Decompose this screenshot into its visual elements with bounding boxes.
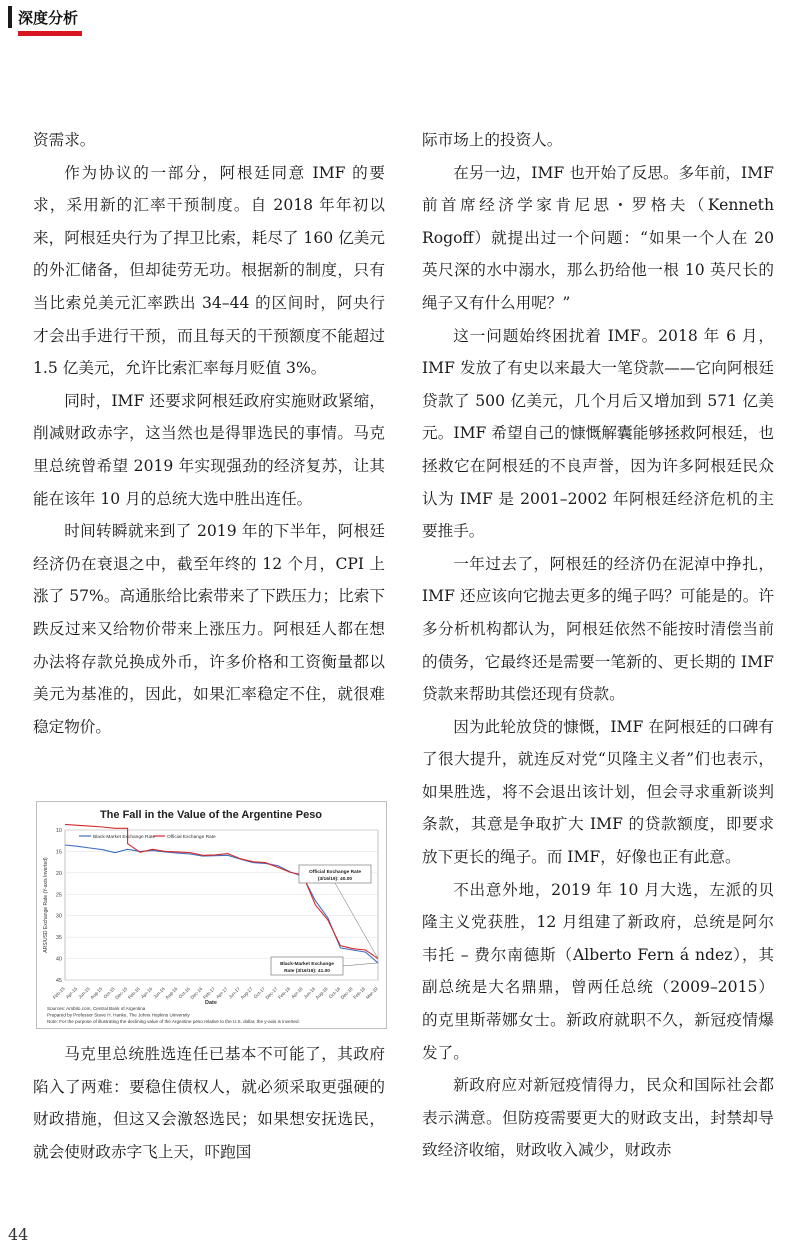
x-tick-label: Oct-16 [177,986,191,1000]
chart-figure [36,801,387,1029]
paragraph: 马克里总统胜选连任已基本不可能了，其政府陷入了两难：要稳住债权人，就必须采取更强硬的财政措施，但这又会激怒选民；如果想安抚选民，就会使财政赤字飞上天，吓跑国 [33,1045,385,1161]
y-tick-label: 45 [55,978,62,984]
x-tick-label: Apr-15 [64,986,79,1000]
x-tick-label: Feb-18 [277,986,292,1001]
paragraph: 因为此轮放贷的慷慨，IMF 在阿根廷的口碑有了很大提升，就连反对党“贝隆主义者”们也表示，如果胜选，将不会退出该计划，但会寻求重新谈判条款，其意是争取扩大 IMF 的贷款额度，即要求放下更长的绳子。而 IMF，好像也正有此意。 [422,717,774,867]
left-column [33,124,385,743]
x-tick-label: Mar-19 [364,986,379,1001]
left-column-after-figure [33,1038,385,1168]
x-tick-label: Dec-15 [114,986,129,1001]
x-tick-label: Oct-18 [327,986,342,1000]
x-tick-label: Dec-17 [264,986,279,1001]
chart-title: The Fall in the Value of the Argentine Peso [99,809,323,821]
paragraph: 时间转瞬就来到了 2019 年的下半年，阿根廷经济仍在衰退之中，截至年终的 12 个月，CPI 上涨了 57%。高通胀给比索带来了下跌压力；比索下跌反过来又给物价带来上涨压力。阿根廷人都在想办法将存款兑换成外币，许多价格和工资衡量都以美元为基准的，因此，如果汇率稳定不住，就很难稳定物价。 [33,522,385,736]
paragraph: 这一问题始终困扰着 IMF。2018 年 6 月，IMF 发放了有史以来最大一笔贷款——它向阿根廷贷款了 500 亿美元，几个月后又增加到 571 亿美元。IMF 希望自己的慷慨解囊能够拯救阿根廷，也拯救它在阿根廷的不良声誉，因为许多阿根廷民众认为 IMF 是 2001–2002 年阿根廷经济危机的主要推手。 [422,326,774,541]
x-tick-label: Aug-18 [314,986,329,1001]
x-tick-label: Apr-17 [215,986,229,1000]
y-tick-label: 25 [55,892,62,899]
section-tag [8,6,78,28]
x-tick-label: Jun-18 [302,986,317,1000]
paragraph: 在另一边，IMF 也开始了反思。多年前，IMF 前首席经济学家肯尼思・罗格夫（Kenneth Rogoff）就提出过一个问题：“如果一个人在 20 英尺深的水中溺水，那么扔给他一根 10 英尺长的绳子又有什么用呢？” [422,163,774,312]
legend-label-black-market: Black-Market Exchange Rate [93,835,156,840]
x-tick-label: Apr-16 [140,986,154,1000]
x-tick-label: Feb-19 [352,986,367,1001]
x-tick-label: Feb-15 [51,986,66,1001]
right-column [422,124,774,1167]
annotation-black-market-line2: Rate (3/16/19): 41.00 [284,969,330,974]
section-title: 深度分析 [18,8,79,27]
x-tick-label: Aug-17 [239,986,254,1001]
y-axis-label: ARS/USD Exchange Rate (Y-axis Inverted) [43,857,49,953]
x-tick-label: Jun-15 [77,986,91,1000]
y-tick-label: 10 [55,828,62,834]
x-tick-label: Aug-16 [164,986,179,1001]
x-tick-label: Feb-16 [126,986,141,1001]
annotation-official-line1: Official Exchange Rate [309,870,361,875]
x-tick-label: Dec-18 [339,986,354,1001]
x-tick-label: Jun-17 [227,986,241,1000]
x-tick-label: Feb-17 [202,986,216,1001]
paragraph: 一年过去了，阿根廷的经济仍在泥淖中挣扎，IMF 还应该向它抛去更多的绳子吗？可能是的。许多分析机构都认为，阿根廷依然不能按时清偿当前的债务，它最终还是需要一笔新的、更长期的 IMF 贷款来帮助其偿还现有贷款。 [422,554,774,704]
chart-note: Prepared by Professor Steve H. Hanke, The Johns Hopkins University [47,1012,190,1018]
peso-chart [37,802,386,1028]
y-tick-label: 35 [55,935,62,942]
x-tick-label: Jun-16 [152,986,166,1000]
x-tick-label: Dec-16 [189,986,204,1001]
y-tick-label: 30 [55,913,62,920]
paragraph: 资需求。 [33,131,96,149]
x-tick-label: Oct-15 [102,986,116,1000]
paragraph: 际市场上的投资人。 [422,131,563,149]
section-underline [18,31,82,36]
legend-label-official: Official Exchange Rate [167,835,216,840]
x-tick-label: Aug-15 [89,986,104,1001]
x-tick-label: Apr-18 [290,986,304,1000]
y-tick-label: 40 [55,956,62,963]
x-tick-label: Oct-17 [252,986,267,1000]
paragraph: 同时，IMF 还要求阿根廷政府实施财政紧缩，削减财政赤字，这当然也是得罪选民的事情。马克里总统曾希望 2019 年实现强劲的经济复苏，让其能在该年 10 月的总统大选中胜出连任。 [33,391,385,508]
paragraph: 作为协议的一部分，阿根廷同意 IMF 的要求，采用新的汇率干预制度。自 2018 年年初以来，阿根廷央行为了捍卫比索，耗尽了 160 亿美元的外汇储备，但却徒劳无功。根据新的制度，只有当比索兑美元汇率跌出 34–44 的区间时，阿央行才会出手进行干预，而且每天的干预额度不能超过 1.5 亿美元，允许比索汇率每月贬值 3%。 [33,163,385,378]
paragraph: 不出意外地，2019 年 10 月大选，左派的贝隆主义党获胜，12 月组建了新政府，总统是阿尔韦托 – 费尔南德斯（Alberto Fern á ndez），其副总统是大名鼎鼎，曾两任总统（2009–2015）的克里斯蒂娜女士。新政府就职不久，新冠疫情爆发了。 [422,880,774,1062]
section-bar [8,6,12,28]
page-number: 44 [8,1225,29,1244]
y-tick-label: 15 [55,849,62,856]
annotation-official-line2: (3/16/19): 40.00 [317,877,353,882]
y-tick-label: 20 [55,870,62,877]
annotation-black-market-line1: Black-Market Exchange [280,962,334,967]
chart-note: Sources: Ambito.com, Central Bank of Argentina [47,1006,146,1011]
x-axis-label: Date [205,1000,217,1006]
chart-note: Note: For the purpose of illustrating the declining value of the Argentine peso relative to the U.S. dollar, the y-axis is inverted. [47,1019,300,1024]
paragraph: 新政府应对新冠疫情得力，民众和国际社会都表示满意。但防疫需要更大的财政支出，封禁却导致经济收缩，财政收入减少，财政赤 [422,1076,774,1160]
